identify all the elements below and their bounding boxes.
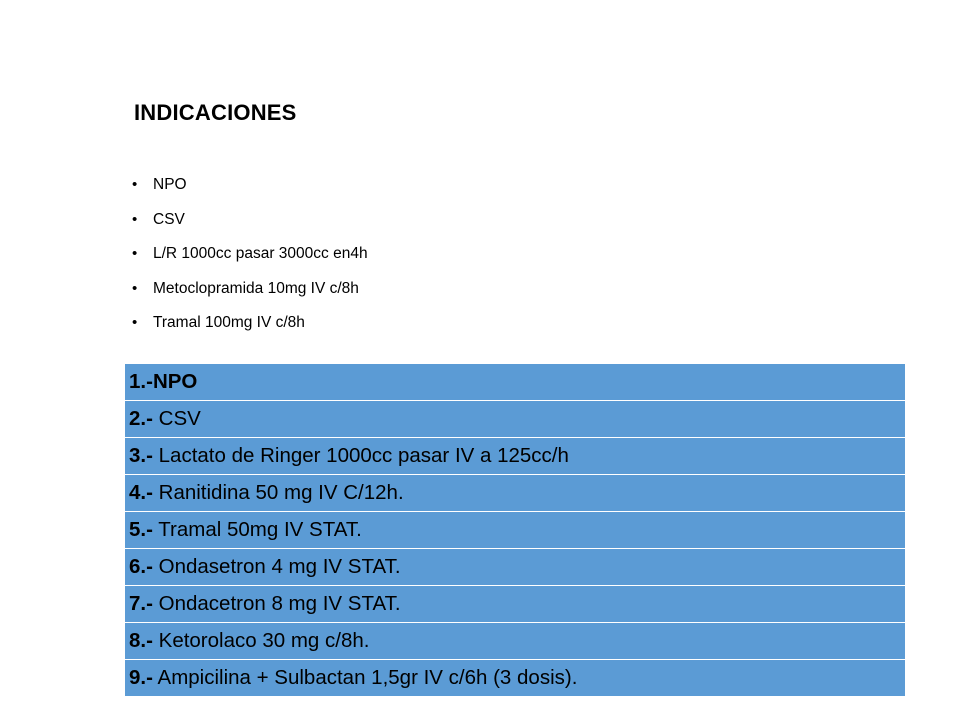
order-number: 8.- (129, 629, 153, 652)
table-row (125, 401, 905, 438)
table-cell (125, 623, 905, 660)
bullet-item (132, 278, 368, 313)
table-row (125, 364, 905, 401)
order-number: 2.- (129, 407, 153, 430)
bullet-text: L/R 1000cc pasar 3000cc en4h (153, 245, 368, 262)
bullet-dot-icon: • (132, 279, 138, 297)
table-row (125, 549, 905, 586)
bullet-item (132, 243, 368, 278)
table-row (125, 586, 905, 623)
order-text: Ondacetron 8 mg IV STAT. (158, 592, 401, 615)
bullet-text: NPO (153, 176, 187, 193)
bullet-dot-icon: • (132, 245, 138, 262)
order-text: Ketorolaco 30 mg c/8h. (158, 629, 370, 652)
bullet-item (132, 209, 368, 244)
order-number: 1.- (129, 370, 153, 393)
table-cell (125, 364, 905, 401)
slide-title: INDICACIONES (134, 100, 297, 125)
bullet-text: Tramal 100mg IV c/8h (153, 314, 305, 331)
order-text: Ranitidina 50 mg IV C/12h. (158, 481, 404, 504)
bullet-dot-icon: • (132, 314, 138, 331)
order-number: 9.- (129, 666, 153, 689)
table-cell (125, 549, 905, 586)
orders-table (125, 364, 905, 696)
bullet-list (132, 174, 368, 347)
table-cell (125, 660, 905, 697)
table-cell (125, 438, 905, 475)
bullet-item (132, 174, 368, 209)
bullet-text: CSV (153, 210, 185, 228)
table-row (125, 623, 905, 660)
table-row (125, 475, 905, 512)
order-text: Lactato de Ringer 1000cc pasar IV a 125cc/h (158, 444, 569, 467)
order-number: 4.- (129, 481, 153, 504)
table-row (125, 512, 905, 549)
table-cell (125, 586, 905, 623)
table-cell (125, 401, 905, 438)
bullet-dot-icon: • (132, 176, 138, 193)
order-text: Tramal 50mg IV STAT. (158, 518, 362, 541)
bullet-text: Metoclopramida 10mg IV c/8h (153, 279, 359, 297)
order-text: Ampicilina + Sulbactan 1,5gr IV c/6h (3 dosis). (157, 666, 578, 689)
order-number: 7.- (129, 592, 153, 615)
order-text: CSV (152, 407, 201, 430)
order-number: 5.- (129, 518, 153, 541)
table-cell (125, 512, 905, 549)
bullet-dot-icon: • (132, 210, 138, 228)
table-row (125, 660, 905, 697)
order-number: 3.- (129, 444, 153, 467)
order-text: NPO (152, 370, 198, 393)
bullet-item (132, 312, 368, 347)
table-row (125, 438, 905, 475)
order-number: 6.- (129, 555, 153, 578)
order-text: Ondasetron 4 mg IV STAT. (158, 555, 401, 578)
table-cell (125, 475, 905, 512)
